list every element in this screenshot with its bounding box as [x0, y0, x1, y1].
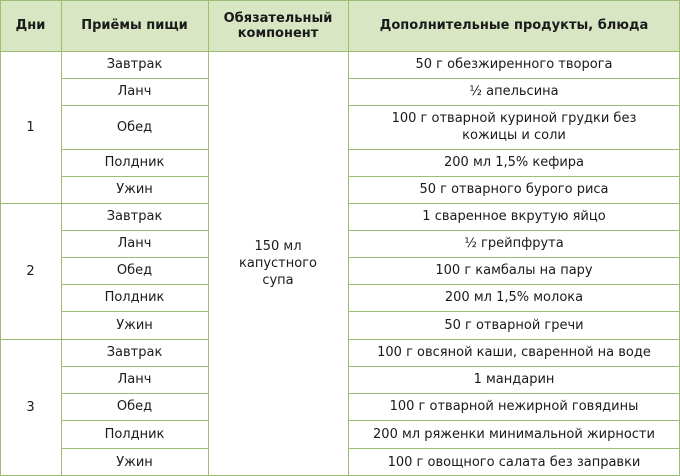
grid-line-horizontal [0, 51, 680, 52]
grid-line-horizontal [348, 339, 680, 340]
meal-cell: Обед [116, 119, 153, 135]
meal-cell: Ланч [117, 372, 152, 387]
grid-line-horizontal [348, 257, 680, 258]
day-number: 3 [26, 400, 35, 415]
food-cell: 100 г овсяной каши, сваренной на воде [377, 345, 651, 360]
grid-line-horizontal [348, 284, 680, 285]
grid-line-horizontal [61, 257, 208, 258]
food-cell: 100 г камбалы на пару [435, 263, 593, 278]
grid-line-horizontal [61, 230, 208, 231]
grid-line-horizontal [61, 311, 208, 312]
food-cell: 100 г отварной нежирной говядины [389, 399, 639, 414]
meal-cell: Обед [116, 399, 153, 414]
grid-line-horizontal [348, 78, 680, 79]
meal-cell: Полдник [104, 426, 165, 442]
meal-cell: Ужин [116, 182, 153, 197]
grid-line-horizontal [348, 311, 680, 312]
grid-line-horizontal [61, 78, 208, 79]
food-cell: 200 мл 1,5% кефира [444, 155, 584, 170]
grid-line-vertical [61, 0, 62, 476]
mandatory-component-cell: 150 мл капустного супа [239, 239, 317, 288]
food-cell: 100 г овощного салата без заправки [387, 454, 641, 470]
meal-cell: Полдник [104, 290, 165, 305]
header-days: Дни [0, 0, 61, 51]
grid-line-horizontal [0, 0, 680, 1]
food-cell: 1 мандарин [473, 372, 555, 387]
grid-line-horizontal [348, 393, 680, 394]
meal-cell: Ужин [116, 317, 153, 333]
meal-cell: Завтрак [106, 209, 163, 224]
grid-line-horizontal [348, 149, 680, 150]
meal-cell: Ланч [117, 84, 152, 99]
grid-line-horizontal [61, 393, 208, 394]
grid-line-horizontal [0, 339, 208, 340]
meal-cell: Ужин [116, 454, 153, 470]
food-cell: 50 г обезжиренного творога [415, 57, 613, 72]
grid-line-horizontal [61, 149, 208, 150]
header-additional: Дополнительные продукты, блюда [348, 0, 680, 51]
grid-line-horizontal [61, 448, 208, 449]
meal-cell: Завтрак [106, 345, 163, 360]
grid-line-horizontal [348, 105, 680, 106]
food-cell: 50 г отварного бурого риса [419, 182, 609, 197]
food-cell: 100 г отварной куриной грудки без кожицы и соли [391, 111, 637, 143]
grid-line-horizontal [61, 176, 208, 177]
grid-line-horizontal [61, 420, 208, 421]
grid-line-horizontal [348, 176, 680, 177]
grid-line-horizontal [348, 230, 680, 231]
food-cell: 1 сваренное вкрутую яйцо [422, 209, 606, 224]
grid-line-horizontal [348, 420, 680, 421]
grid-line-vertical [0, 0, 1, 476]
food-cell: 200 мл 1,5% молока [444, 290, 584, 305]
meal-cell: Обед [116, 263, 153, 278]
food-cell: ½ апельсина [469, 84, 559, 99]
day-number: 1 [26, 119, 35, 135]
day-number: 2 [26, 263, 35, 279]
grid-line-horizontal [61, 366, 208, 367]
meal-cell: Завтрак [106, 57, 163, 72]
meal-cell: Полдник [104, 155, 165, 170]
grid-line-horizontal [61, 284, 208, 285]
header-meals: Приёмы пищи [61, 0, 208, 51]
grid-line-vertical [208, 0, 209, 476]
grid-line-horizontal [348, 448, 680, 449]
food-cell: 50 г отварной гречи [444, 317, 584, 333]
grid-line-horizontal [348, 203, 680, 204]
grid-line-horizontal [0, 203, 208, 204]
food-cell: ½ грейпфрута [464, 236, 564, 251]
grid-line-horizontal [348, 366, 680, 367]
grid-line-vertical [348, 0, 349, 476]
food-cell: 200 мл ряженки минимальной жирности [373, 426, 655, 442]
grid-line-horizontal [61, 105, 208, 106]
meal-cell: Ланч [117, 236, 152, 251]
header-mandatory: Обязательный компонент [208, 0, 348, 51]
